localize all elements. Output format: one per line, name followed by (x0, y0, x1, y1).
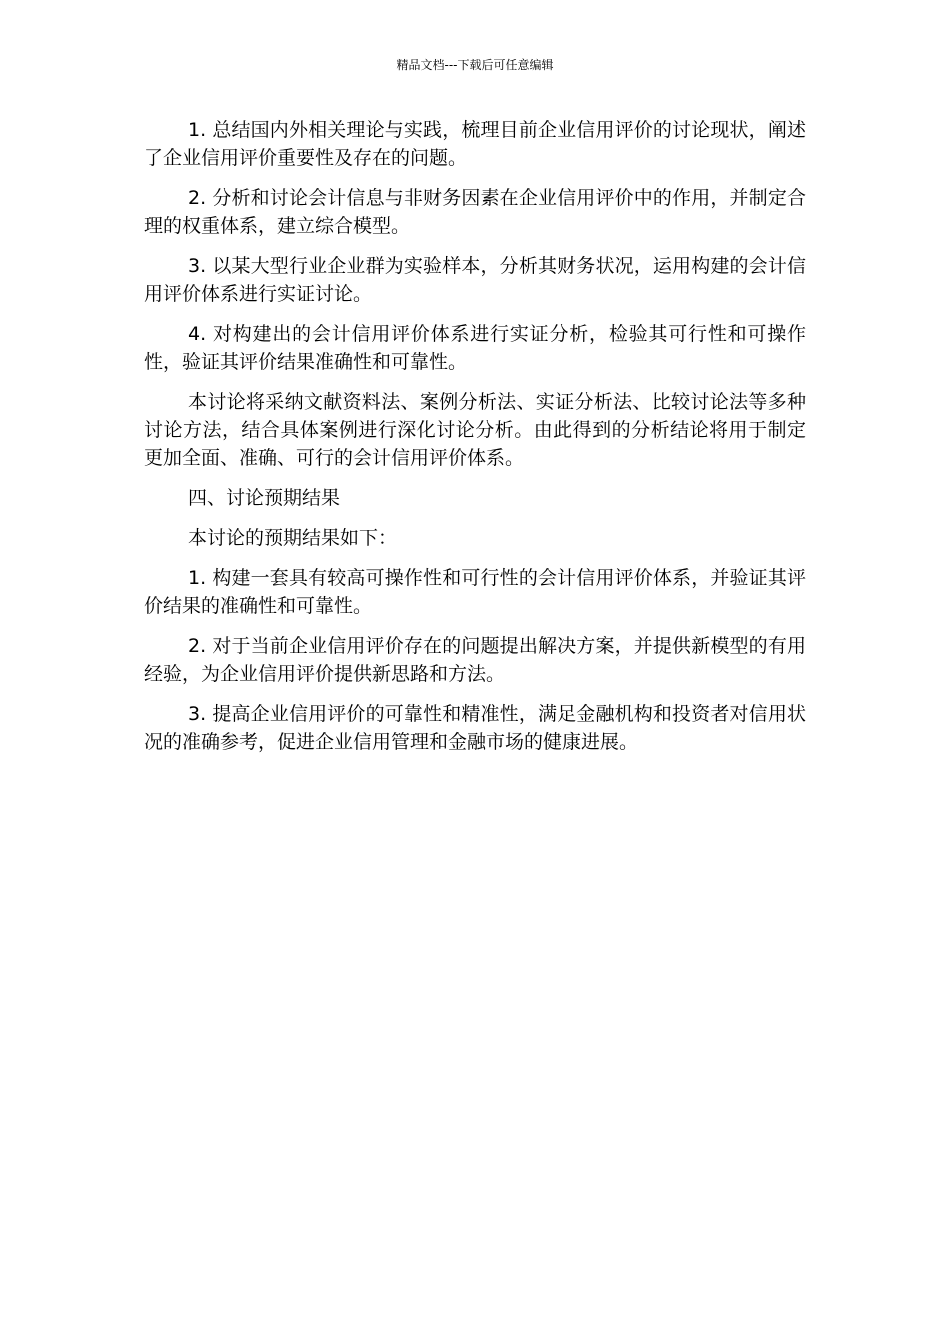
paragraph-expected-intro: 本讨论的预期结果如下： (188, 527, 398, 549)
section-heading-expected-results: 四、讨论预期结果 (188, 487, 341, 509)
paragraph-research-item-1: 1. 总结国内外相关理论与实践，梳理目前企业信用评价的讨论现状，阐述了企业信用评价重要性及存在的问题。 (144, 119, 806, 169)
paragraph-expected-item-1: 1. 构建一套具有较高可操作性和可行性的会计信用评价体系，并验证其评价结果的准确性和可靠性。 (144, 567, 806, 617)
paragraph-expected-item-3: 3. 提高企业信用评价的可靠性和精准性，满足金融机构和投资者对信用状况的准确参考，促进企业信用管理和金融市场的健康进展。 (144, 703, 806, 753)
paragraph-research-item-3: 3. 以某大型行业企业群为实验样本，分析其财务状况，运用构建的会计信用评价体系进行实证讨论。 (144, 255, 806, 305)
paragraph-expected-item-2: 2. 对于当前企业信用评价存在的问题提出解决方案，并提供新模型的有用经验，为企业信用评价提供新思路和方法。 (144, 635, 806, 685)
document-body (144, 116, 806, 768)
page-header: 精品文档---下载后可任意编辑 (396, 58, 554, 72)
paragraph-research-item-4: 4. 对构建出的会计信用评价体系进行实证分析，检验其可行性和可操作性，验证其评价结果准确性和可靠性。 (144, 323, 806, 373)
paragraph-methods: 本讨论将采纳文献资料法、案例分析法、实证分析法、比较讨论法等多种讨论方法，结合具体案例进行深化讨论分析。由此得到的分析结论将用于制定更加全面、准确、可行的会计信用评价体系。 (144, 391, 806, 469)
paragraph-research-item-2: 2. 分析和讨论会计信息与非财务因素在企业信用评价中的作用，并制定合理的权重体系，建立综合模型。 (144, 187, 806, 237)
